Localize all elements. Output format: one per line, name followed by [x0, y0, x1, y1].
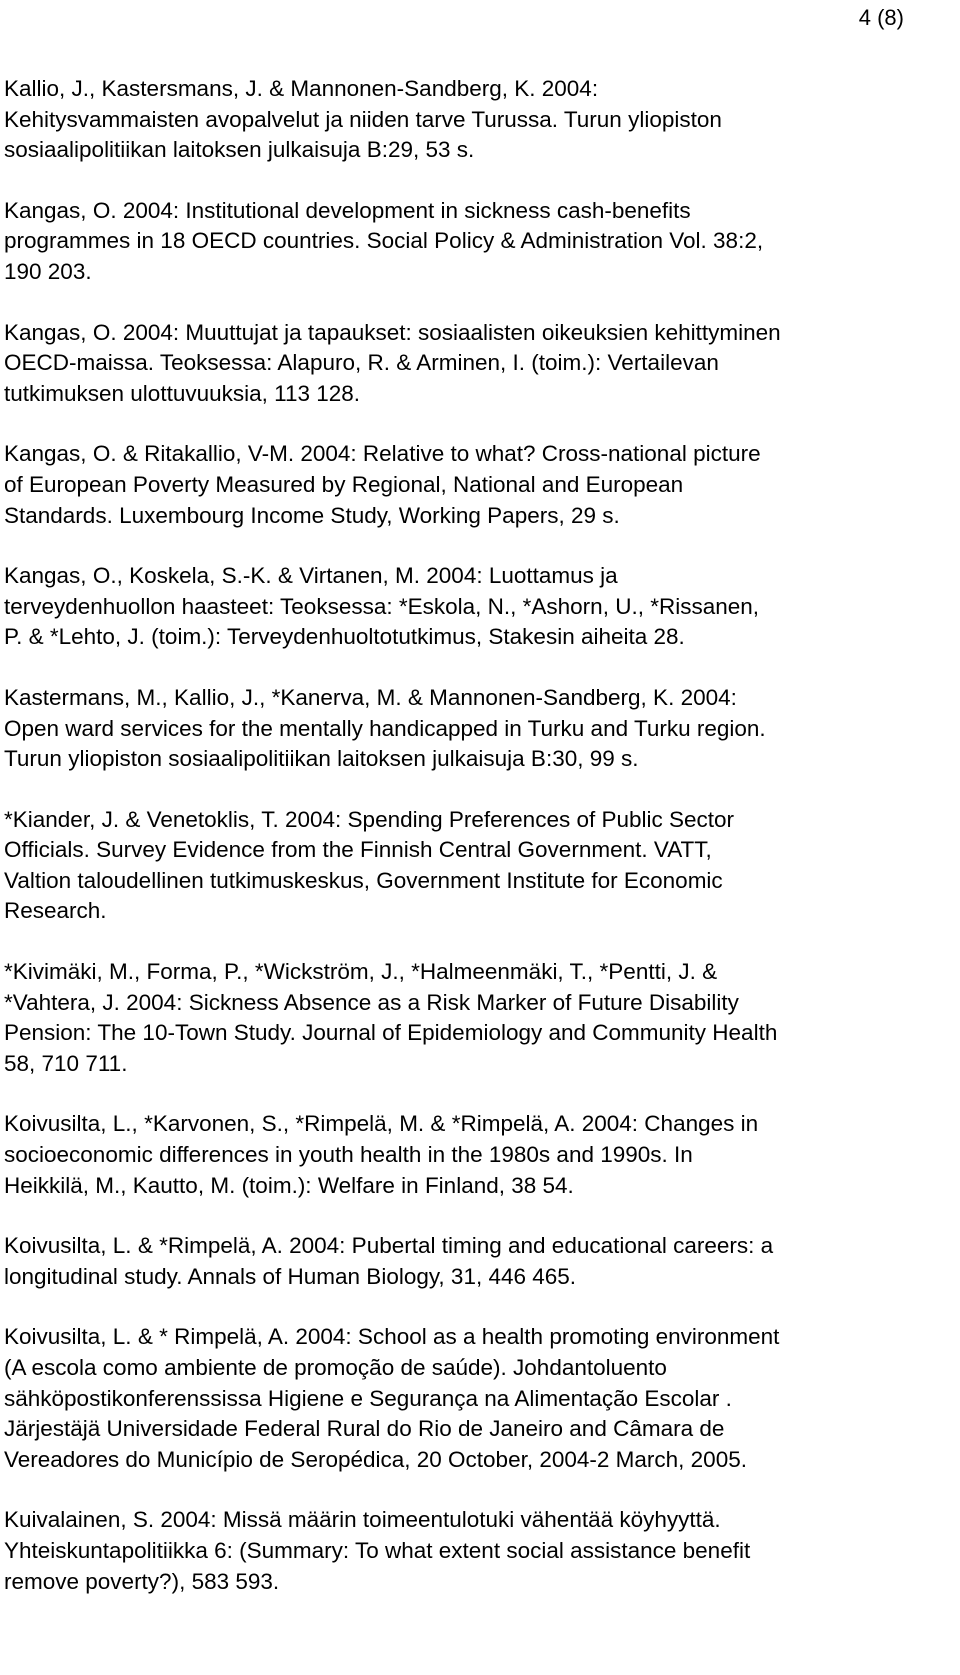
reference-line: remove poverty?), 583 593. [4, 1568, 280, 1594]
reference-line: longitudinal study. Annals of Human Biology, 31, 446 465. [4, 1263, 577, 1289]
reference-line: terveydenhuollon haasteet: Teoksessa: *Eskola, N., *Ashorn, U., *Rissanen, [4, 593, 760, 619]
reference-line: Officials. Survey Evidence from the Finnish Central Government. VATT, [4, 837, 712, 863]
reference-entry [4, 561, 934, 653]
reference-line: Koivusilta, L., *Karvonen, S., *Rimpelä, M. & *Rimpelä, A. 2004: Changes in [4, 1111, 759, 1137]
reference-entry [4, 957, 934, 1079]
reference-line: *Kiander, J. & Venetoklis, T. 2004: Spending Preferences of Public Sector [4, 806, 735, 832]
reference-line: of European Poverty Measured by Regional, National and European [4, 471, 684, 497]
reference-entry [4, 318, 934, 410]
reference-line: Turun yliopiston sosiaalipolitiikan laitoksen julkaisuja B:30, 99 s. [4, 746, 639, 772]
reference-line: Kehitysvammaisten avopalvelut ja niiden tarve Turussa. Turun yliopiston [4, 106, 722, 132]
page-number: 4 (8) [858, 5, 904, 30]
reference-line: Standards. Luxembourg Income Study, Working Papers, 29 s. [4, 502, 620, 528]
reference-line: Yhteiskuntapolitiikka 6: (Summary: To what extent social assistance benefit [4, 1537, 751, 1563]
reference-line: sähköpostikonferenssissa Higiene e Segurança na Alimentação Escolar . [4, 1385, 732, 1411]
reference-line: Open ward services for the mentally handicapped in Turku and Turku region. [4, 715, 766, 741]
reference-line: Kangas, O., Koskela, S.-K. & Virtanen, M. 2004: Luottamus ja [4, 563, 618, 589]
reference-line: OECD-maissa. Teoksessa: Alapuro, R. & Arminen, I. (toim.): Vertailevan [4, 350, 719, 376]
reference-entry [4, 1231, 934, 1292]
reference-line: Järjestäjä Universidade Federal Rural do Rio de Janeiro and Câmara de [4, 1416, 725, 1442]
reference-line: Kangas, O. 2004: Muuttujat ja tapaukset: sosiaalisten oikeuksien kehittyminen [4, 319, 781, 345]
reference-line: socioeconomic differences in youth health in the 1980s and 1990s. In [4, 1142, 693, 1168]
reference-line: sosiaalipolitiikan laitoksen julkaisuja B:29, 53 s. [4, 137, 475, 163]
reference-line: *Kivimäki, M., Forma, P., *Wickström, J., *Halmeenmäki, T., *Pentti, J. & [4, 959, 718, 985]
reference-line: Kallio, J., Kastersmans, J. & Mannonen-Sandberg, K. 2004: [4, 76, 599, 101]
reference-line: Pension: The 10-Town Study. Journal of Epidemiology and Community Health [4, 1020, 778, 1046]
reference-line: programmes in 18 OECD countries. Social Policy & Administration Vol. 38:2, [4, 228, 764, 254]
reference-line: *Vahtera, J. 2004: Sickness Absence as a Risk Marker of Future Disability [4, 989, 739, 1015]
reference-line: Vereadores do Município de Seropédica, 20 October, 2004-2 March, 2005. [4, 1446, 747, 1472]
reference-line: Heikkilä, M., Kautto, M. (toim.): Welfare in Finland, 38 54. [4, 1172, 574, 1198]
reference-line: Kangas, O. & Ritakallio, V-M. 2004: Relative to what? Cross-national picture [4, 441, 761, 467]
reference-line: Kuivalainen, S. 2004: Missä määrin toimeentulotuki vähentää köyhyyttä. [4, 1507, 721, 1533]
reference-line: 190 203. [4, 258, 92, 284]
reference-line: P. & *Lehto, J. (toim.): Terveydenhuoltotutkimus, Stakesin aiheita 28. [4, 624, 685, 650]
reference-entry [4, 683, 934, 775]
reference-line: Kangas, O. 2004: Institutional development in sickness cash-benefits [4, 197, 691, 223]
reference-entry [4, 805, 934, 927]
reference-entry [4, 1505, 934, 1597]
reference-entry [4, 1109, 934, 1201]
reference-entry [4, 439, 934, 531]
reference-list [4, 74, 934, 1627]
reference-entry [4, 1322, 934, 1475]
reference-line: Koivusilta, L. & * Rimpelä, A. 2004: School as a health promoting environment [4, 1324, 780, 1350]
reference-line: Research. [4, 898, 107, 924]
reference-line: (A escola como ambiente de promoção de saúde). Johdantoluento [4, 1355, 667, 1380]
reference-line: 58, 710 711. [4, 1050, 128, 1076]
reference-line: tutkimuksen ulottuvuuksia, 113 128. [4, 380, 361, 406]
reference-entry [4, 74, 934, 166]
reference-line: Koivusilta, L. & *Rimpelä, A. 2004: Pubertal timing and educational careers: a [4, 1233, 774, 1259]
reference-line: Valtion taloudellinen tutkimuskeskus, Government Institute for Economic [4, 867, 723, 893]
reference-line: Kastermans, M., Kallio, J., *Kanerva, M. & Mannonen-Sandberg, K. 2004: [4, 684, 737, 710]
reference-entry [4, 196, 934, 288]
